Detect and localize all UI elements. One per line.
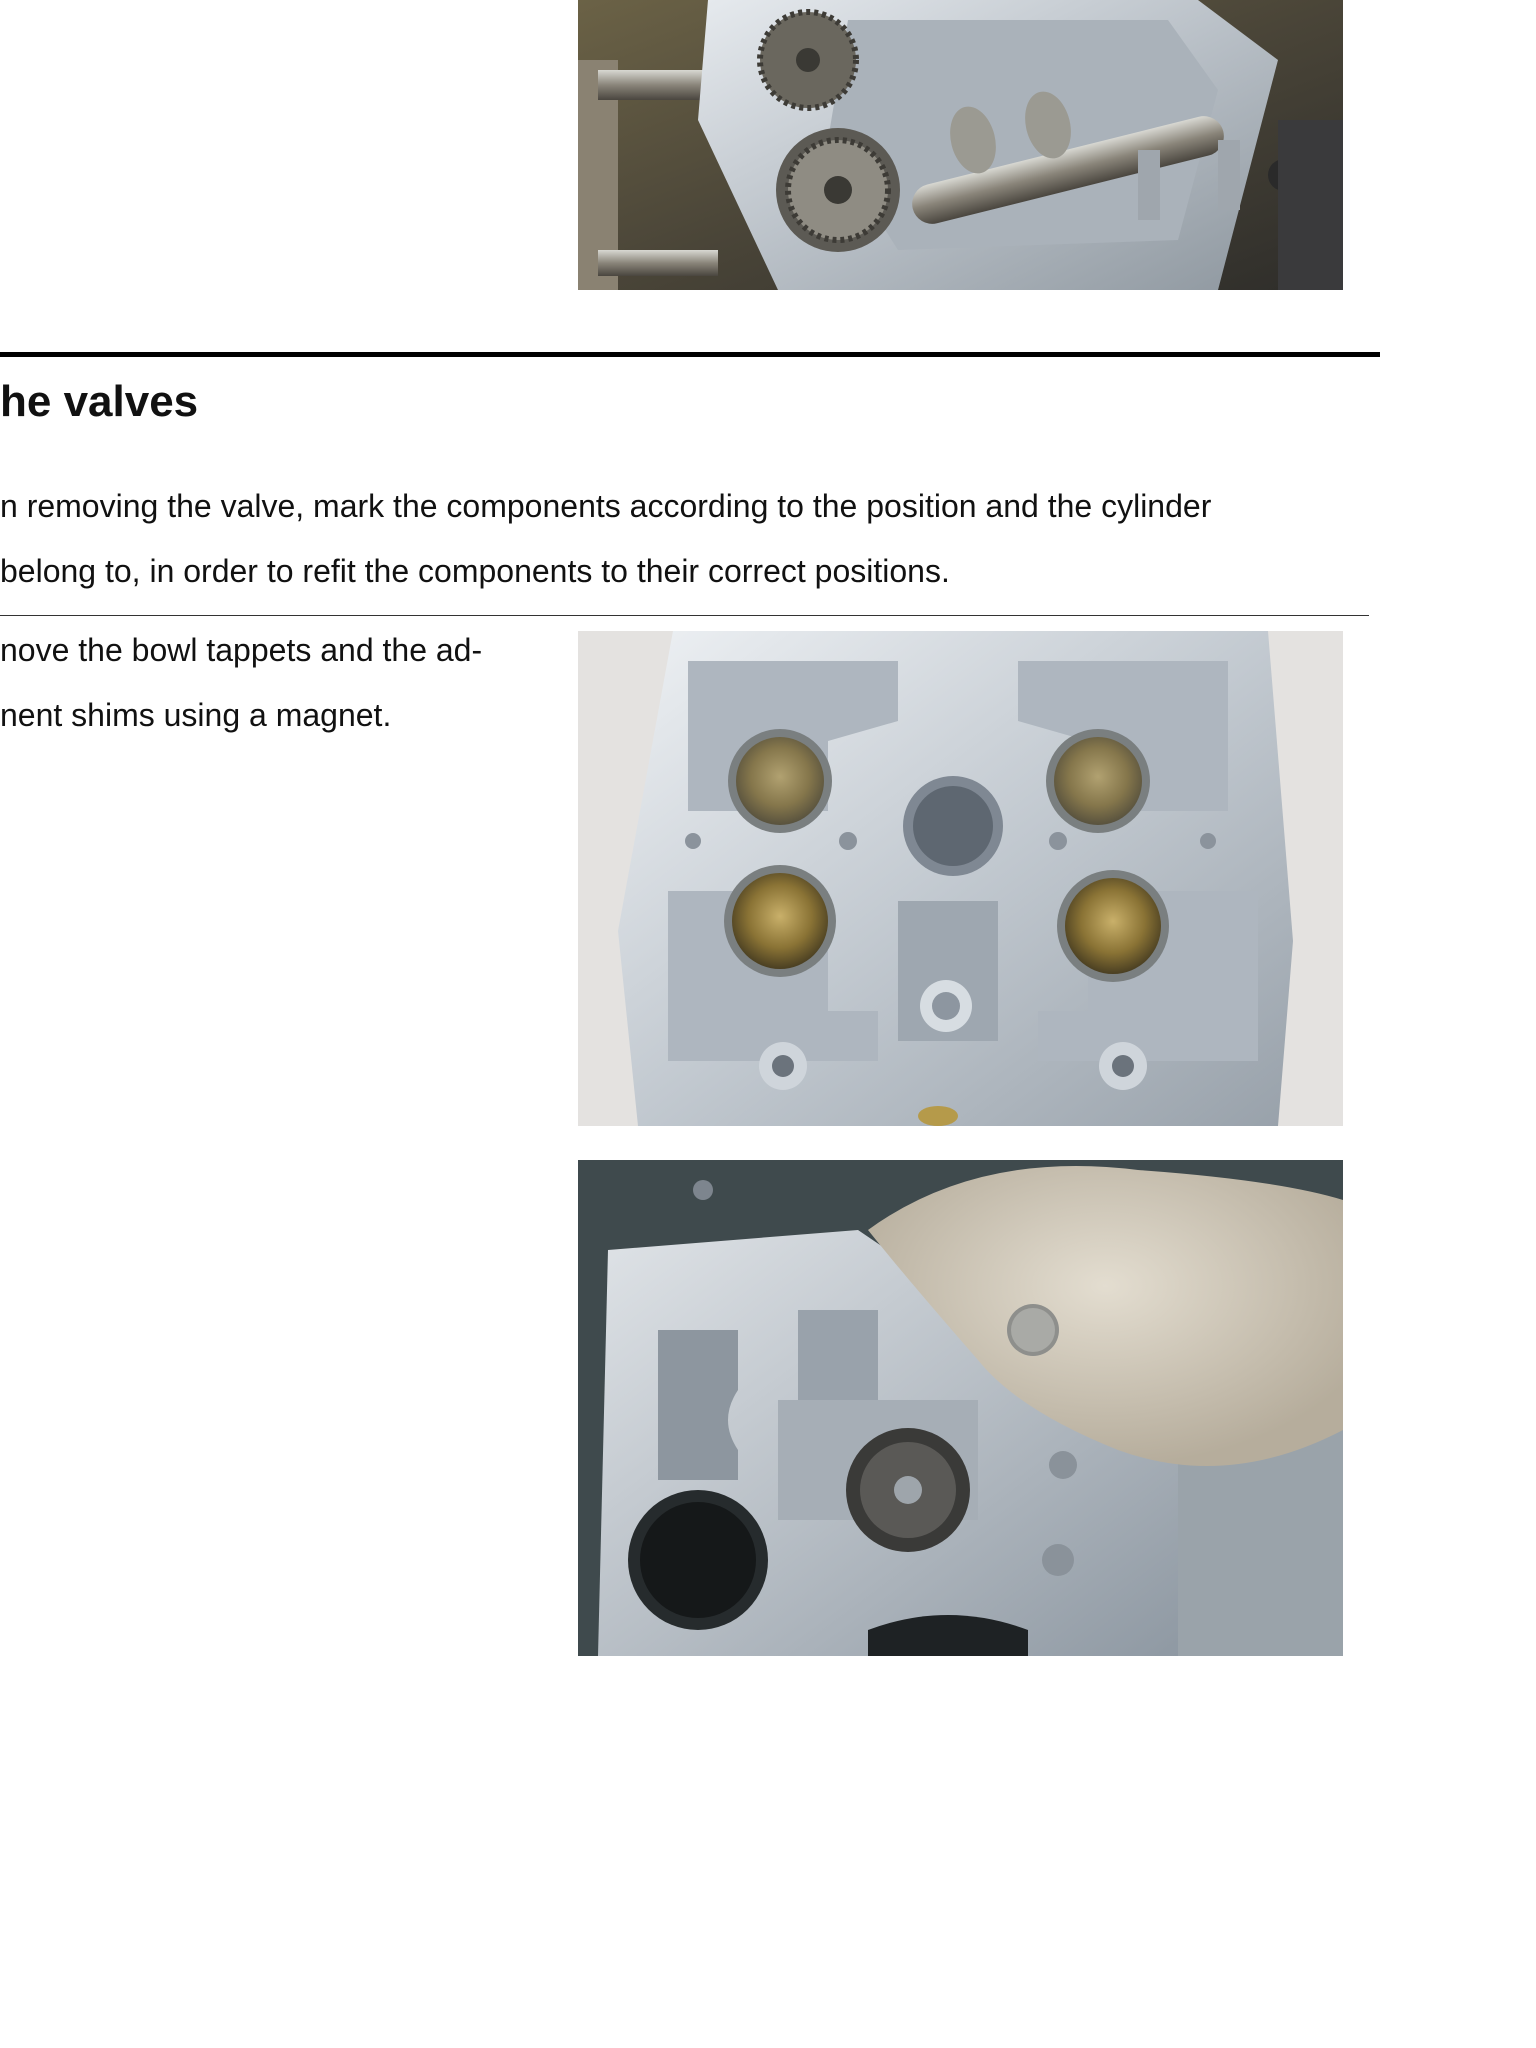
section-divider <box>0 352 1380 357</box>
note-text-line-2: belong to, in order to refit the components to their correct positions. <box>0 553 950 589</box>
photo-bowl-tappets <box>578 631 1343 1126</box>
shim-photo-drawing <box>578 1160 1343 1656</box>
camshaft-photo-drawing <box>578 0 1343 290</box>
photo-shim-removal <box>578 1160 1343 1656</box>
photo-camshaft-gears <box>578 0 1343 290</box>
section-heading: he valves <box>0 377 199 426</box>
tappets-photo-drawing <box>578 631 1343 1126</box>
step-text-line-1: nove the bowl tappets and the ad- <box>0 632 483 668</box>
note-divider <box>0 615 1369 616</box>
step-text-line-2: nent shims using a magnet. <box>0 697 392 733</box>
note-text-line-1: n removing the valve, mark the components according to the position and the cylinder <box>0 488 1212 524</box>
